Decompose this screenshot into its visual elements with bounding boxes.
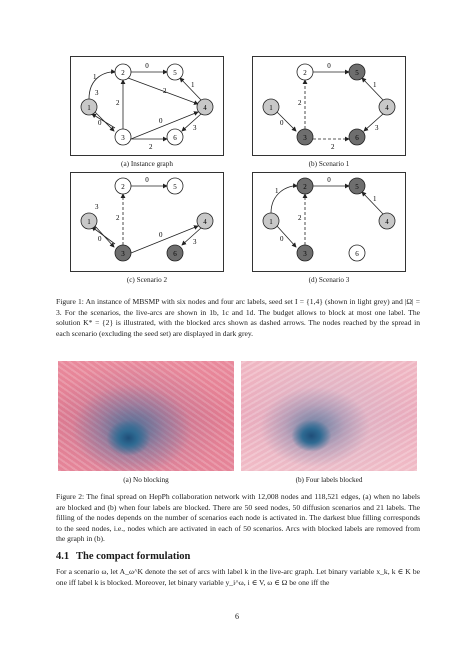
svg-text:0: 0: [280, 119, 284, 127]
svg-text:3: 3: [375, 124, 379, 132]
svg-text:3: 3: [193, 124, 197, 132]
svg-text:2: 2: [298, 214, 302, 222]
svg-text:3: 3: [95, 203, 99, 211]
figure2-caption-a: (a) No blocking: [123, 476, 169, 484]
graph-c: [71, 173, 223, 271]
svg-text:5: 5: [355, 183, 359, 191]
section-number: 4.1: [56, 551, 70, 562]
graph-a: [71, 57, 223, 155]
figure1-caption-d: (d) Scenario 3: [308, 276, 350, 284]
figure1-caption: Figure 1: An instance of MBSMP with six nodes and four arc labels, seed set I = {1,4} (shown in light grey) and |Ω| = 3. For the scenarios, the live-arcs are shown in 1b, 1c and 1d. The budget allows to block at most one label. The solution K* = {2} is illustrated, with the blocked arcs shown as dashed arrows. The nodes reached by the spread in each scenario (excluding the seed set) are displayed in dark grey.: [56, 297, 420, 338]
svg-text:1: 1: [373, 81, 377, 89]
svg-text:3: 3: [121, 134, 125, 142]
svg-text:3: 3: [95, 89, 99, 97]
spread-image-four-labels-blocked: [241, 361, 417, 471]
figure2-caption-b: (b) Four labels blocked: [295, 476, 363, 484]
svg-text:0: 0: [98, 235, 102, 243]
svg-text:2: 2: [116, 99, 120, 107]
svg-text:5: 5: [355, 69, 359, 77]
svg-text:1: 1: [269, 104, 273, 112]
figure1-panel-d: [252, 172, 406, 272]
section-heading: [56, 551, 190, 562]
svg-text:2: 2: [121, 183, 125, 191]
svg-text:2: 2: [121, 69, 125, 77]
figure1-caption-c: (c) Scenario 2: [126, 276, 168, 284]
svg-text:2: 2: [298, 99, 302, 107]
page-number: 6: [235, 612, 239, 621]
figure2-caption: Figure 2: The final spread on HepPh collaboration network with 12,008 nodes and 118,521 edges, (a) when no labels are blocked and (b) when four labels are blocked. There are 50 seed nodes, 50 diffusion scenarios and 21 labels. The filling of the nodes depends on the number of scenarios each node is activated in. The darkest blue filling corresponds to the seed nodes, i.e., nodes which are activated in each of 50 scenarios. Arcs with blocked labels are removed from the graph in (b).: [56, 492, 420, 544]
svg-text:4: 4: [385, 104, 389, 112]
svg-text:3: 3: [303, 134, 307, 142]
svg-text:6: 6: [173, 134, 177, 142]
svg-text:5: 5: [173, 69, 177, 77]
svg-text:1: 1: [87, 218, 91, 226]
figure1-panel-a: [70, 56, 224, 156]
svg-text:4: 4: [203, 218, 207, 226]
svg-text:3: 3: [121, 250, 125, 258]
svg-text:2: 2: [303, 183, 307, 191]
svg-text:1: 1: [87, 104, 91, 112]
svg-text:0: 0: [145, 176, 149, 184]
svg-text:4: 4: [385, 218, 389, 226]
svg-text:4: 4: [203, 104, 207, 112]
svg-text:3: 3: [303, 250, 307, 258]
svg-text:5: 5: [173, 183, 177, 191]
svg-text:0: 0: [280, 235, 284, 243]
figure1-caption-a: (a) Instance graph: [121, 160, 173, 168]
body-paragraph: For a scenario ω, let A_ω^K denote the set of arcs with label k in the live-arc graph. Let binary variable x_k, k ∈ K be one iff label k is blocked. Moreover, let binary variable y_i^ω, i ∈ V, ω ∈ Ω be one iff the: [56, 567, 420, 587]
svg-text:1: 1: [275, 187, 279, 195]
svg-text:6: 6: [355, 250, 359, 258]
svg-text:6: 6: [355, 134, 359, 142]
svg-text:1: 1: [191, 81, 195, 89]
svg-text:2: 2: [116, 214, 120, 222]
svg-text:3: 3: [193, 238, 197, 246]
svg-text:1: 1: [269, 218, 273, 226]
svg-text:0: 0: [98, 119, 102, 127]
svg-text:0: 0: [327, 176, 331, 184]
graph-d: [253, 173, 405, 271]
spread-image-no-blocking: [58, 361, 234, 471]
figure1-panel-b: [252, 56, 406, 156]
svg-text:2: 2: [163, 87, 167, 95]
figure1-caption-b: (b) Scenario 1: [308, 160, 350, 168]
svg-text:0: 0: [145, 62, 149, 70]
svg-text:1: 1: [93, 73, 97, 81]
svg-text:2: 2: [303, 69, 307, 77]
section-title: The compact formulation: [76, 551, 191, 562]
svg-text:0: 0: [327, 62, 331, 70]
svg-text:0: 0: [159, 117, 163, 125]
svg-text:1: 1: [373, 195, 377, 203]
graph-b: [253, 57, 405, 155]
svg-text:6: 6: [173, 250, 177, 258]
svg-text:2: 2: [149, 143, 153, 151]
svg-text:2: 2: [331, 143, 335, 151]
svg-text:0: 0: [159, 231, 163, 239]
figure1-panel-c: [70, 172, 224, 272]
